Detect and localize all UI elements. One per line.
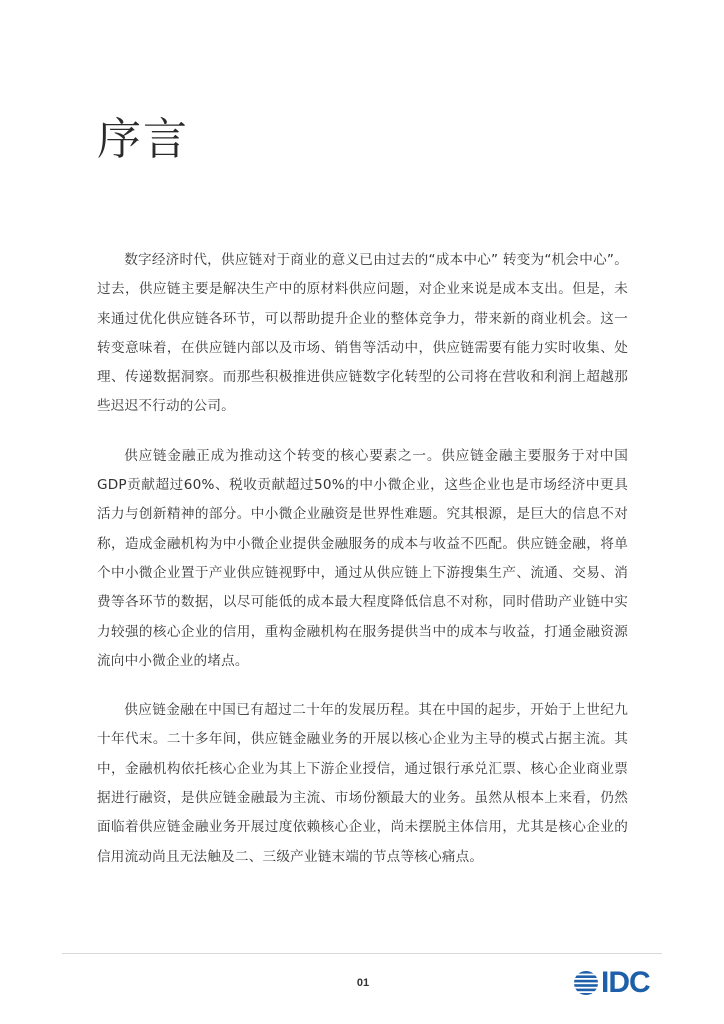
footer-divider	[62, 953, 662, 954]
paragraph-2: 供应链金融正成为推动这个转变的核心要素之一。供应链金融主要服务于对中国GDP贡献超过60%、税收贡献超过50%的中小微企业，这些企业也是市场经济中更具活力与创新精神的部分。中小微企业融资是世界性难题。究其根源，是巨大的信息不对称，造成金融机构为中小微企业提供金融服务的成本与收益不匹配。供应链金融，将单个中小微企业置于产业供应链视野中，通过从供应链上下游搜集生产、流通、交易、消费等各环节的数据，以尽可能低的成本最大程度降低信息不对称，同时借助产业链中实力较强的核心企业的信用，重构金融机构在服务提供当中的成本与收益，打通金融资源流向中小微企业的堵点。	[97, 447, 628, 669]
paragraph-1: 数字经济时代，供应链对于商业的意义已由过去的“成本中心” 转变为“机会中心”。过去，供应链主要是解决生产中的原材料供应问题，对企业来说是成本支出。但是，未来通过优化供应链各环节，可以帮助提升企业的整体竞争力，带来新的商业机会。这一转变意味着，在供应链内部以及市场、销售等活动中，供应链需要有能力实时收集、处理、传递数据洞察。而那些积极推进供应链数字化转型的公司将在营收和利润上超越那些迟迟不行动的公司。	[97, 252, 628, 415]
idc-logo	[573, 966, 665, 1000]
paragraph-3: 供应链金融在中国已有超过二十年的发展历程。其在中国的起步，开始于上世纪九十年代末。二十多年间，供应链金融业务的开展以核心企业为主导的模式占据主流。其中，金融机构依托核心企业为其上下游企业授信，通过银行承兑汇票、核心企业商业票据进行融资，是供应链金融最为主流、市场份额最大的业务。虽然从根本上来看，仍然面临着供应链金融业务开展过度依赖核心企业，尚未摆脱主体信用，尤其是核心企业的信用流动尚且无法触及二、三级产业链末端的节点等核心痛点。	[97, 702, 628, 865]
idc-globe-icon	[573, 970, 599, 996]
body-text	[97, 246, 628, 892]
idc-logo-text: IDC	[601, 966, 650, 999]
page-title: 序言	[97, 114, 189, 165]
page-number: 01	[356, 977, 370, 989]
